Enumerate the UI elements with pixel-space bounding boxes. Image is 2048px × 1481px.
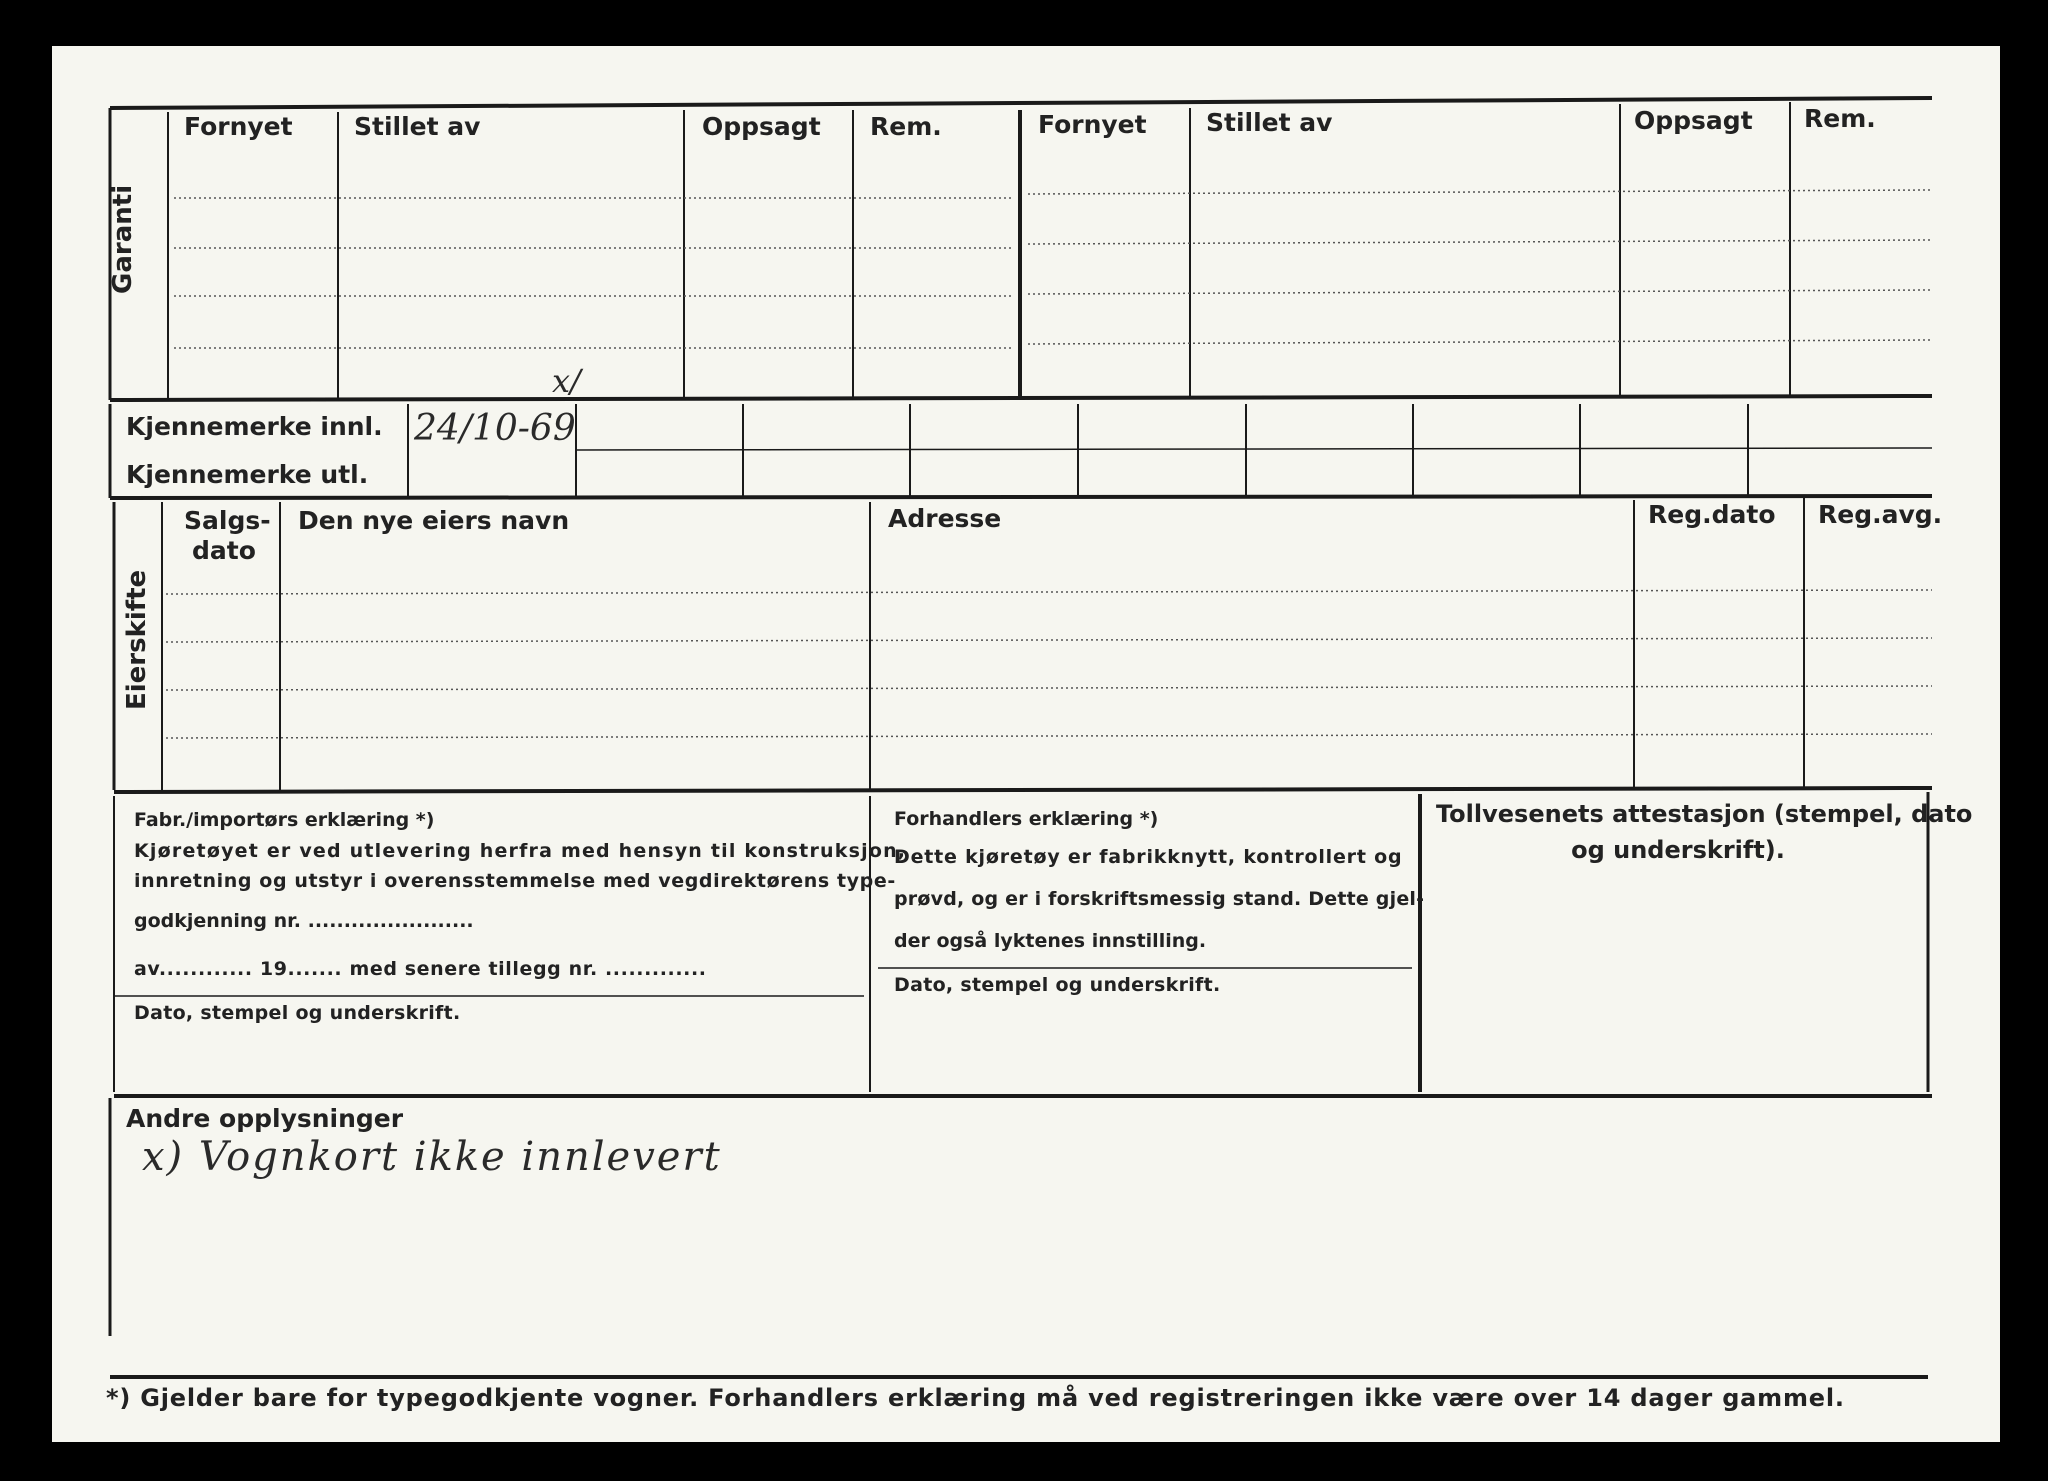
garanti-col-fornyet-1: Fornyet (184, 112, 293, 141)
nye-eiers-navn-label: Den nye eiers navn (298, 506, 570, 535)
garanti-col-stillet-av-2: Stillet av (1206, 108, 1333, 137)
fabrikk-line-3: godkjenning nr. ....................... (134, 910, 474, 932)
kjennemerke-innl-value: 24/10-69 (414, 408, 576, 449)
toll-line-1: Tollvesenets attestasjon (stempel, dato (1436, 800, 1973, 828)
forhandler-line-3: der også lyktenes innstilling. (894, 930, 1207, 952)
fabrikk-declaration (134, 804, 907, 992)
reg-avg-label: Reg.avg. (1818, 500, 1943, 529)
toll-line-2: og underskrift). (1571, 836, 1785, 864)
reg-dato-label: Reg.dato (1648, 500, 1776, 529)
footer-note: *) Gjelder bare for typegodkjente vogner. Forhandlers erklæring må ved registreringen ikke være over 14 dager gammel. (106, 1384, 1845, 1412)
forhandler-title: Forhandlers erklæring *) (894, 808, 1159, 830)
forhandler-declaration (894, 802, 1425, 962)
kjennemerke-utl-label: Kjennemerke utl. (126, 460, 369, 489)
garanti-col-rem-1: Rem. (870, 112, 942, 141)
garanti-col-oppsagt-2: Oppsagt (1634, 106, 1753, 135)
forhandler-line-1: Dette kjøretøy er fabrikknytt, kontrollert og (894, 846, 1403, 868)
adresse-label: Adresse (888, 504, 1002, 533)
salgsdato-label-1: Salgs- (184, 506, 271, 535)
fabrikk-line-2: innretning og utstyr i overensstemmelse med vegdirektørens type- (134, 870, 896, 892)
garanti-col-stillet-av-1: Stillet av (354, 112, 481, 141)
registration-card (52, 46, 2000, 1442)
fabrikk-line-4: av............ 19....... med senere tillegg nr. ............. (134, 958, 707, 980)
fabrikk-sign-label: Dato, stempel og underskrift. (134, 1002, 461, 1024)
form-grid (52, 46, 2000, 1442)
eierskifte-side-label: Eierskifte (122, 569, 152, 710)
fabrikk-title: Fabr./importørs erklæring *) (134, 809, 435, 831)
forhandler-sign-label: Dato, stempel og underskrift. (894, 974, 1221, 996)
fabrikk-line-1: Kjøretøyet er ved utlevering herfra med hensyn til konstruksjon, (134, 840, 907, 862)
kjennemerke-innl-label: Kjennemerke innl. (126, 412, 383, 441)
andre-opplysninger-handwritten: x) Vognkort ikke innlevert (142, 1134, 722, 1180)
andre-opplysninger-label: Andre opplysninger (126, 1104, 404, 1133)
garanti-col-oppsagt-1: Oppsagt (702, 112, 821, 141)
garanti-col-rem-2: Rem. (1804, 104, 1876, 133)
garanti-col-fornyet-2: Fornyet (1038, 110, 1147, 139)
salgsdato-label-2: dato (192, 536, 256, 565)
garanti-side-label: Garanti (108, 184, 138, 294)
kjennemerke-note-mark: x/ (552, 362, 581, 400)
forhandler-line-2: prøvd, og er i forskriftsmessig stand. Dette gjel- (894, 888, 1425, 910)
